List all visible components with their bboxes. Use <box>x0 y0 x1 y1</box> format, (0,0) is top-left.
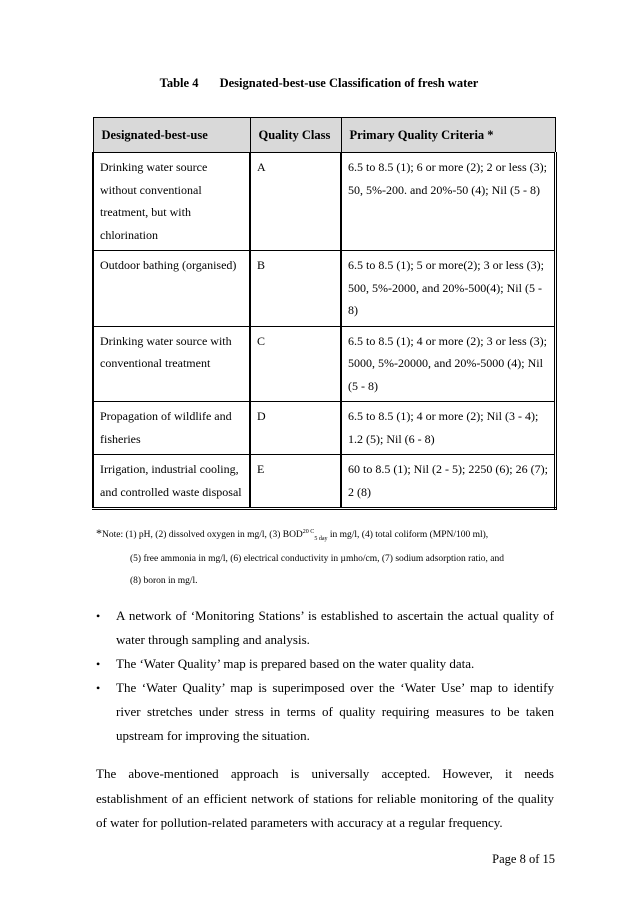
header-primary-quality-criteria: Primary Quality Criteria * <box>341 118 555 153</box>
cell-use: Propagation of wildlife and fisheries <box>93 402 250 455</box>
table-header-row <box>93 118 555 153</box>
cell-criteria: 6.5 to 8.5 (1); 5 or more(2); 3 or less (3); 500, 5%-2000, and 20%-500(4); Nil (5 - 8) <box>341 251 555 327</box>
cell-criteria: 6.5 to 8.5 (1); 4 or more (2); 3 or less (3); 5000, 5%-20000, and 20%-5000 (4); Nil (5 - 8) <box>341 326 555 402</box>
header-quality-class: Quality Class <box>250 118 341 153</box>
cell-class: B <box>250 251 341 327</box>
bullet-text: The ‘Water Quality’ map is prepared based on the water quality data. <box>116 656 475 671</box>
header-designated-best-use: Designated-best-use <box>93 118 250 153</box>
note-line-1-end: in mg/l, (4) total coliform (MPN/100 ml), <box>327 530 489 540</box>
bullet-text: A network of ‘Monitoring Stations’ is established to ascertain the actual quality of water through sampling and analysis. <box>116 608 554 647</box>
bullet-text: The ‘Water Quality’ map is superimposed over the ‘Water Use’ map to identify river stretches under stress in terms of quality requiring measures to be taken upstream for improving the situation. <box>116 680 554 743</box>
table-number: Table 4 <box>159 76 199 90</box>
cell-criteria: 60 to 8.5 (1); Nil (2 - 5); 2250 (6); 26 (7); 2 (8) <box>341 455 555 509</box>
note-asterisk: * <box>96 526 102 540</box>
body-paragraph: The above-mentioned approach is universally accepted. However, it needs establishment of an efficient network of stations for reliable monitoring of the quality of water for pollution-related parameters with accuracy at a regular frequency. <box>96 766 554 830</box>
list-item <box>96 676 554 748</box>
cell-use: Drinking water source with conventional treatment <box>93 326 250 402</box>
cell-class: A <box>250 153 341 251</box>
cell-criteria: 6.5 to 8.5 (1); 6 or more (2); 2 or less (3); 50, 5%-200. and 20%-50 (4); Nil (5 - 8) <box>341 153 555 251</box>
note-line-1-start: Note: (1) pH, (2) dissolved oxygen in mg/l, (3) BOD <box>102 530 303 540</box>
table-caption <box>0 76 638 91</box>
list-item <box>96 604 554 652</box>
bullet-list <box>96 604 554 748</box>
bod-subscript: 5 day <box>314 535 328 542</box>
table-row <box>93 455 555 509</box>
note-line-1 <box>96 526 488 542</box>
cell-use: Irrigation, industrial cooling, and controlled waste disposal <box>93 455 250 509</box>
table-row <box>93 402 555 455</box>
table-row <box>93 326 555 402</box>
bod-superscript: 20 C <box>302 528 315 535</box>
cell-use: Outdoor bathing (organised) <box>93 251 250 327</box>
page-number: Page 8 of 15 <box>492 852 555 866</box>
bullet-icon: • <box>96 609 101 623</box>
note-line-2: (5) free ammonia in mg/l, (6) electrical conductivity in µmho/cm, (7) sodium adsorption ratio, and <box>130 554 505 564</box>
cell-use: Drinking water source without conventional treatment, but with chlorination <box>93 153 250 251</box>
bullet-icon: • <box>96 681 101 695</box>
table-title: Designated-best-use Classification of fresh water <box>219 76 479 90</box>
table-row <box>93 153 555 251</box>
cell-class: D <box>250 402 341 455</box>
table-row <box>93 251 555 327</box>
cell-criteria: 6.5 to 8.5 (1); 4 or more (2); Nil (3 - 4); 1.2 (5); Nil (6 - 8) <box>341 402 555 455</box>
cell-class: C <box>250 326 341 402</box>
classification-table <box>92 117 557 510</box>
note-line-3: (8) boron in mg/l. <box>130 576 198 586</box>
cell-class: E <box>250 455 341 509</box>
bullet-icon: • <box>96 657 101 671</box>
list-item <box>96 652 554 676</box>
